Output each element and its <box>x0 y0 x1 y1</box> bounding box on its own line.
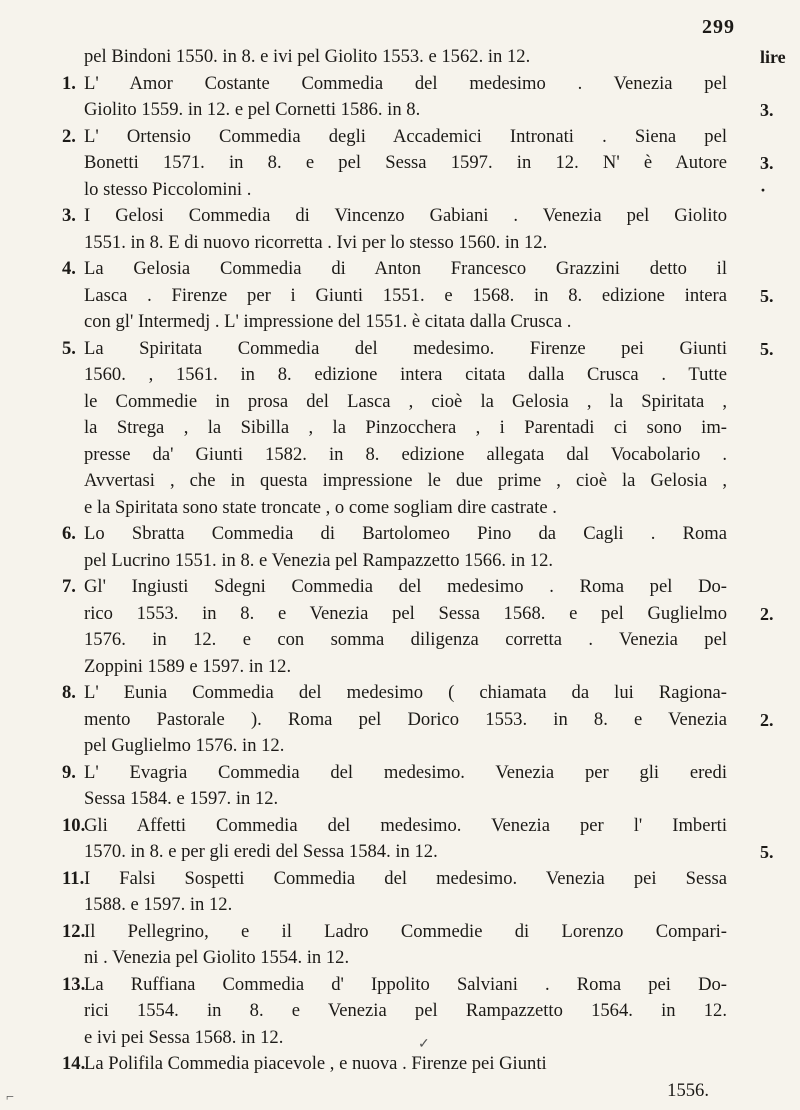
line-text: La Ruffiana Commedia d' Ippolito Salviani . Roma pei Do- <box>84 973 727 995</box>
line-text: e ivi pei Sessa 1568. in 12. <box>84 1026 284 1048</box>
entry-number: 11. <box>62 867 85 889</box>
text-line <box>62 707 727 734</box>
line-text: I Falsi Sospetti Commedia del medesimo. Venezia pei Sessa <box>84 867 727 889</box>
line-text: 1560. , 1561. in 8. edizione intera citata dalla Crusca . Tutte <box>84 364 727 385</box>
text-line <box>62 680 727 707</box>
line-text: L' Eunia Commedia del medesimo ( chiamata da lui Ragiona- <box>84 682 727 703</box>
entry-number: 12. <box>62 920 86 942</box>
text-line <box>62 283 727 310</box>
text-line <box>62 362 727 389</box>
line-text: e la Spiritata sono state troncate , o come sogliam dire castrate . <box>84 496 557 518</box>
margin-price: lire <box>760 47 786 67</box>
page-number: 299 <box>702 16 735 38</box>
text-line <box>62 468 727 495</box>
text-line <box>62 945 727 972</box>
text-line <box>62 44 727 71</box>
line-text: L' Ortensio Commedia degli Accademici Intronati . Siena pel <box>84 125 727 147</box>
margin-price: 3. <box>760 100 774 120</box>
text-line <box>62 256 727 283</box>
text-line <box>62 150 727 177</box>
corner-mark: ⌐ <box>6 1090 14 1105</box>
text-line <box>62 786 727 813</box>
line-text: 1576. in 12. e con somma diligenza corretta . Venezia pel <box>84 629 727 650</box>
entry-number: 7. <box>62 576 76 597</box>
entry-number: 1. <box>62 72 76 94</box>
line-text: pel Bindoni 1550. in 8. e ivi pel Giolito 1553. e 1562. in 12. <box>84 46 531 67</box>
text-line <box>62 97 727 124</box>
ink-mark: ✓ <box>418 1037 430 1052</box>
line-text: Lo Sbratta Commedia di Bartolomeo Pino da Cagli . Roma <box>84 523 727 544</box>
entry-number: 4. <box>62 258 76 279</box>
margin-price: · <box>760 179 767 200</box>
text-line <box>62 71 727 98</box>
entry-number: 14. <box>62 1053 86 1074</box>
line-text: ni . Venezia pel Giolito 1554. in 12. <box>84 947 350 968</box>
entry-number: 10. <box>62 814 86 836</box>
text-line <box>62 919 727 946</box>
entry-number: 6. <box>62 523 76 544</box>
text-line <box>62 601 727 628</box>
entry-number: 2. <box>62 125 76 147</box>
line-text: Il Pellegrino, e il Ladro Commedie di Lorenzo Compari- <box>84 920 727 942</box>
line-text: le Commedie in prosa del Lasca , cioè la Gelosia , la Spiritata , <box>84 390 727 412</box>
line-text: lo stesso Piccolomini . <box>84 178 252 200</box>
text-line <box>62 495 727 522</box>
line-text: la Strega , la Sibilla , la Pinzocchera , i Parentadi ci sono im- <box>84 417 727 438</box>
text-line <box>62 548 727 575</box>
text-line <box>62 654 727 681</box>
line-text: Avvertasi , che in questa impressione le due prime , cioè la Gelosia , <box>84 470 727 491</box>
text-line <box>62 177 727 204</box>
catalogue-text <box>62 44 727 1104</box>
text-line <box>62 1025 727 1052</box>
line-text: I Gelosi Commedia di Vincenzo Gabiani . Venezia pel Giolito <box>84 205 727 226</box>
margin-price: 2. <box>760 603 774 624</box>
line-text: 1551. in 8. E di nuovo ricorretta . Ivi per lo stesso 1560. in 12. <box>84 231 548 253</box>
line-text: Gli Affetti Commedia del medesimo. Venezia per l' Imberti <box>84 814 727 836</box>
entry-number: 9. <box>62 761 76 783</box>
line-text: pel Lucrino 1551. in 8. e Venezia pel Rampazzetto 1566. in 12. <box>84 549 554 571</box>
line-text: Lasca . Firenze per i Giunti 1551. e 1568. in 8. edizione intera <box>84 284 727 306</box>
line-text: Gl' Ingiusti Sdegni Commedia del medesimo . Roma pel Do- <box>84 576 727 597</box>
line-text: Zoppini 1589 e 1597. in 12. <box>84 655 292 677</box>
entry-number: 8. <box>62 682 76 703</box>
text-line <box>62 442 727 469</box>
text-line <box>62 309 727 336</box>
text-line <box>62 813 727 840</box>
line-text: 1588. e 1597. in 12. <box>84 894 233 915</box>
line-text: Sessa 1584. e 1597. in 12. <box>84 788 279 809</box>
line-text: rico 1553. in 8. e Venezia pel Sessa 1568. e pel Guglielmo <box>84 602 727 624</box>
margin-price: 5. <box>760 842 774 862</box>
line-text: L' Evagria Commedia del medesimo. Venezia per gli eredi <box>84 761 727 783</box>
text-line <box>62 124 727 151</box>
margin-price: 3. <box>760 153 774 173</box>
margin-price: 5. <box>760 338 774 359</box>
line-text: Bonetti 1571. in 8. e pel Sessa 1597. in 12. N' è Autore <box>84 152 727 173</box>
text-line <box>62 389 727 416</box>
text-line <box>62 203 727 230</box>
text-line <box>62 866 727 893</box>
text-line <box>62 230 727 257</box>
text-line <box>62 892 727 919</box>
catchword: 1556. <box>667 1079 709 1101</box>
text-line <box>62 839 727 866</box>
line-text: La Polifila Commedia piacevole , e nuova . Firenze pei Giunti <box>84 1053 547 1074</box>
text-line <box>62 574 727 601</box>
line-text: presse da' Giunti 1582. in 8. edizione allegata dal Vocabolario . <box>84 443 727 465</box>
line-text: La Gelosia Commedia di Anton Francesco Grazzini detto il <box>84 258 727 279</box>
text-line <box>62 972 727 999</box>
entry-number: 5. <box>62 337 76 359</box>
entry-number: 13. <box>62 973 86 995</box>
text-line <box>62 627 727 654</box>
entry-number: 3. <box>62 205 76 226</box>
text-line <box>62 336 727 363</box>
text-line <box>62 521 727 548</box>
line-text: rici 1554. in 8. e Venezia pel Rampazzetto 1564. in 12. <box>84 1000 727 1021</box>
line-text: L' Amor Costante Commedia del medesimo . Venezia pel <box>84 72 727 94</box>
margin-price: 5. <box>760 285 774 306</box>
line-text: Giolito 1559. in 12. e pel Cornetti 1586. in 8. <box>84 99 421 120</box>
text-line <box>62 415 727 442</box>
line-text: La Spiritata Commedia del medesimo. Firenze pei Giunti <box>84 337 727 359</box>
text-line <box>62 1051 727 1078</box>
text-line <box>62 760 727 787</box>
line-text: mento Pastorale ). Roma pel Dorico 1553. in 8. e Venezia <box>84 708 727 730</box>
margin-price: 2. <box>760 709 774 730</box>
text-line <box>62 733 727 760</box>
line-text: 1570. in 8. e per gli eredi del Sessa 1584. in 12. <box>84 841 438 862</box>
line-text: pel Guglielmo 1576. in 12. <box>84 735 285 756</box>
line-text: con gl' Intermedj . L' impressione del 1551. è citata dalla Crusca . <box>84 311 572 332</box>
text-line <box>62 998 727 1025</box>
